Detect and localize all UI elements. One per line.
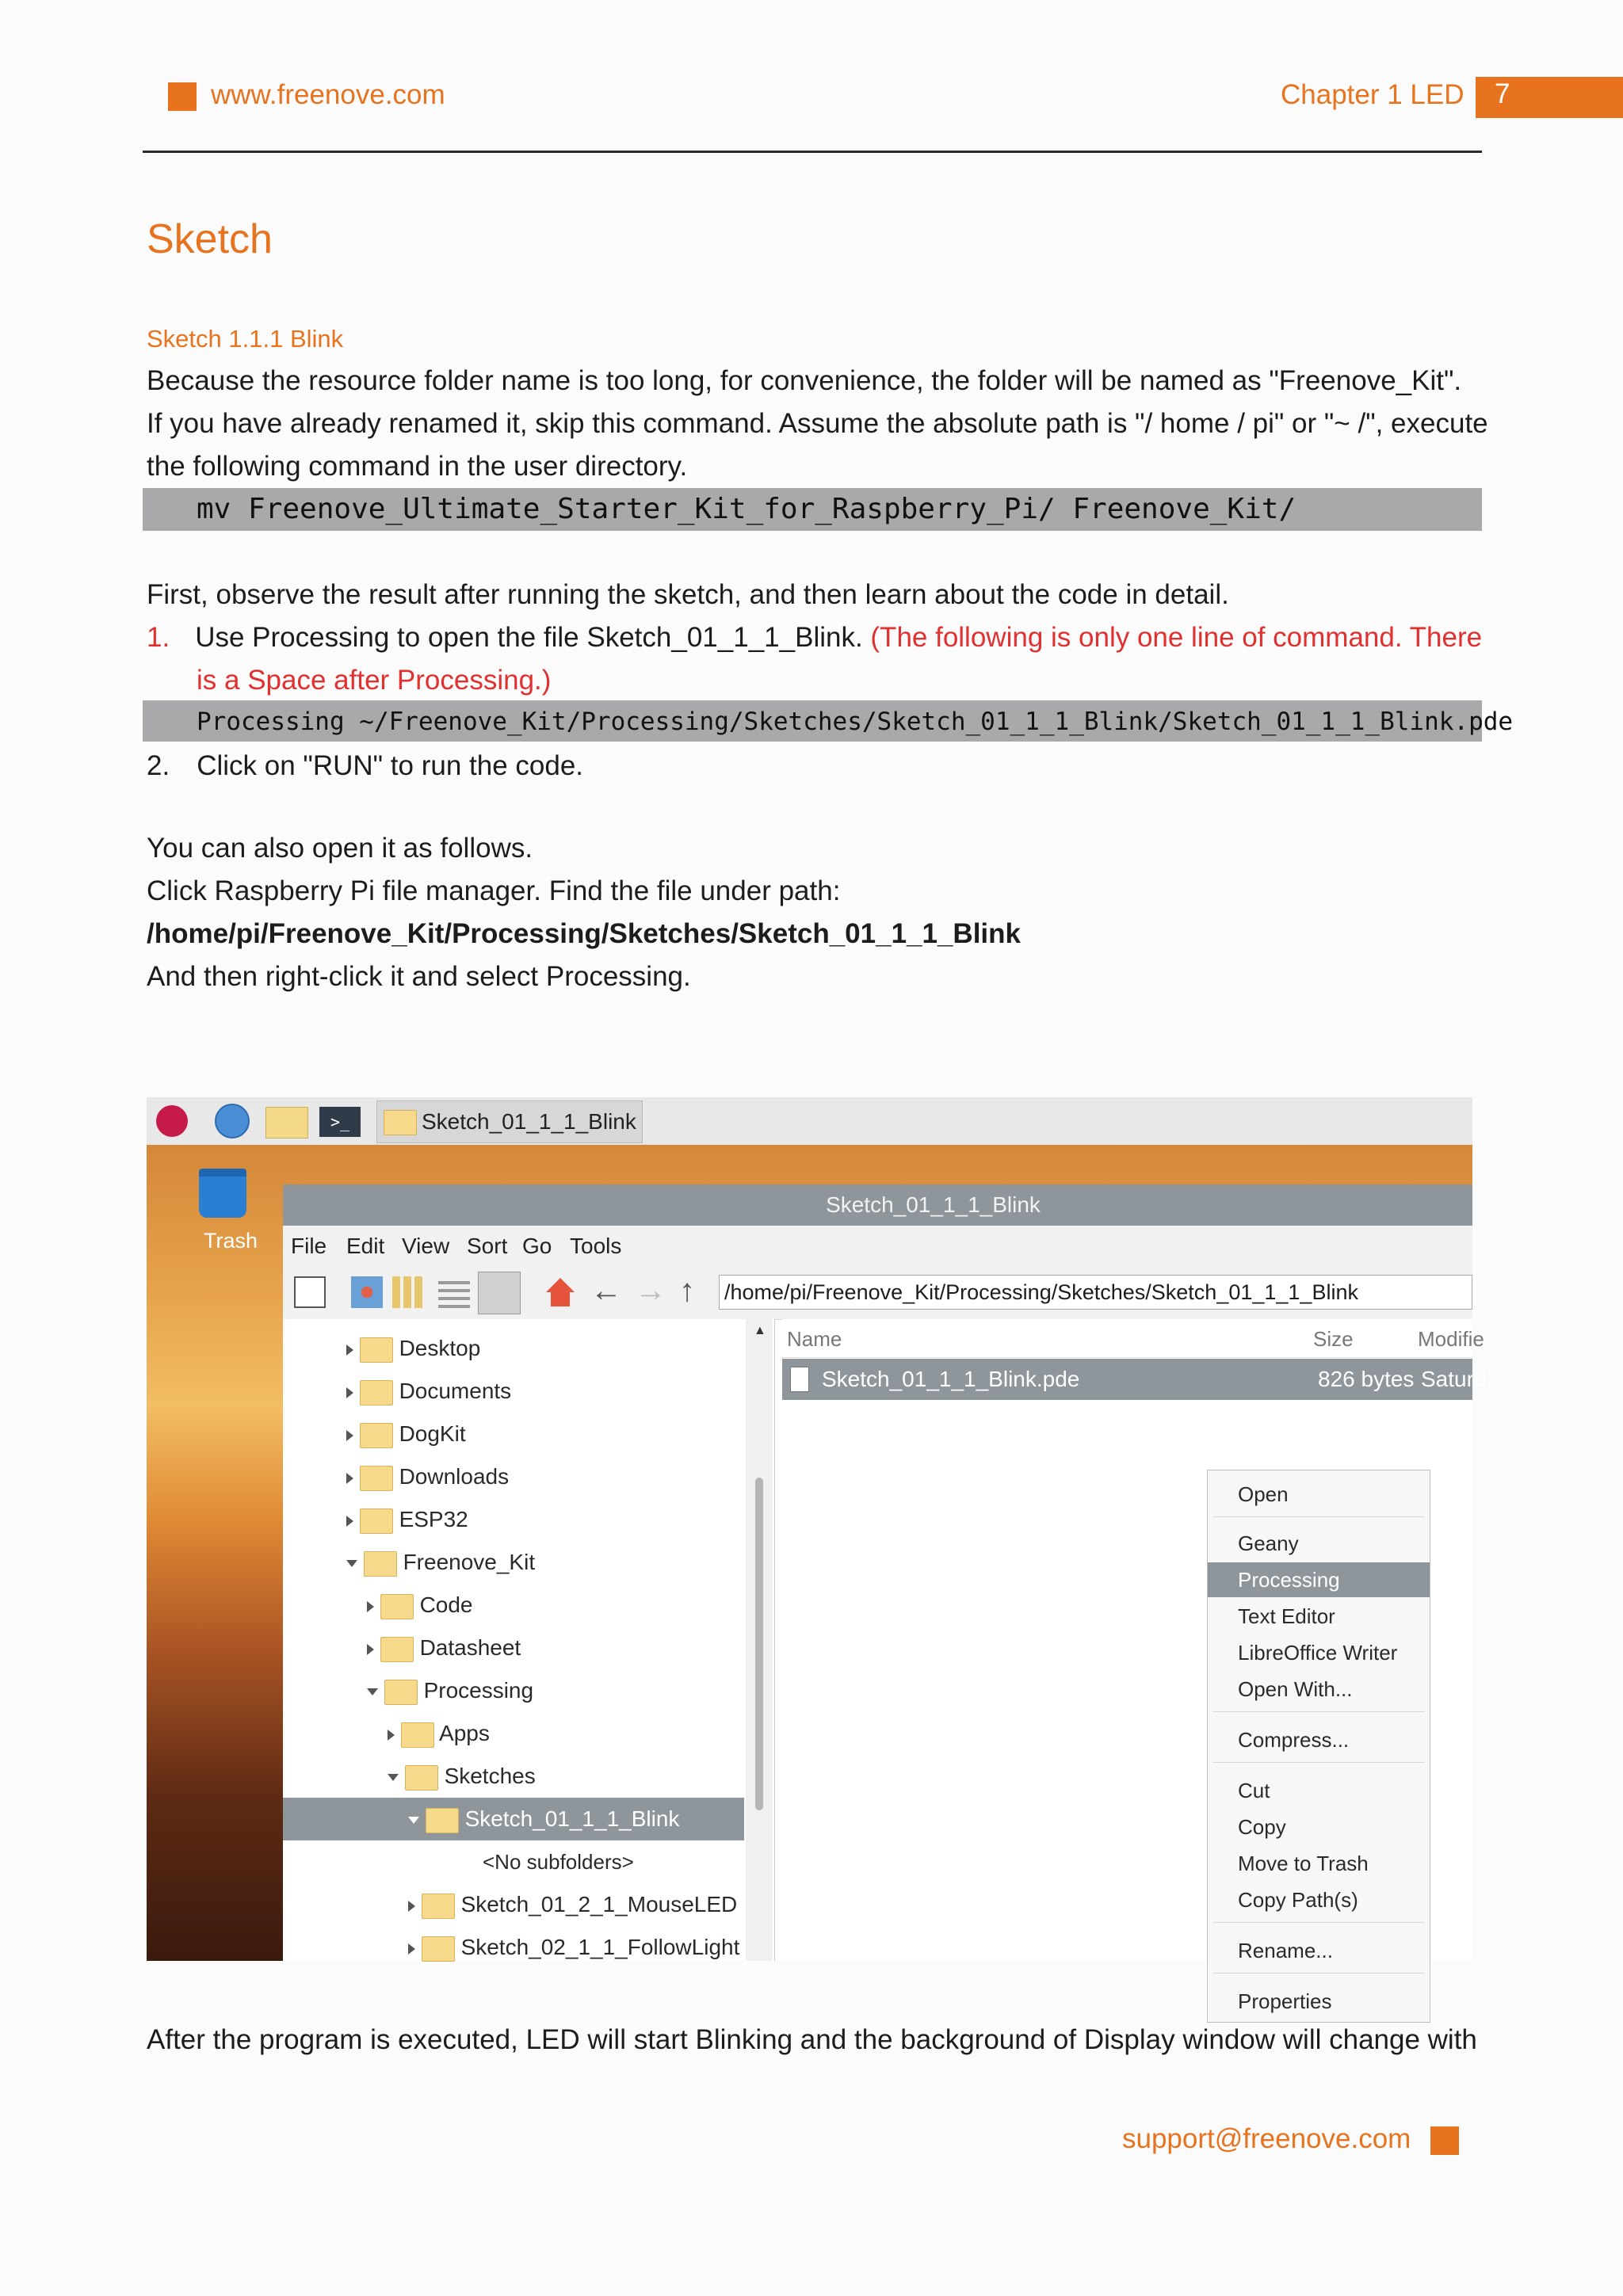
raspberry-icon[interactable] (156, 1105, 188, 1137)
collapse-arrow-icon[interactable] (346, 1560, 357, 1567)
taskbar (147, 1097, 1472, 1146)
new-window-icon[interactable] (294, 1276, 326, 1308)
context-menu (1207, 1470, 1430, 2023)
file-name: Sketch_01_1_1_Blink.pde (822, 1367, 1080, 1391)
expand-arrow-icon[interactable] (346, 1344, 353, 1356)
tree-item[interactable]: Downloads (346, 1455, 509, 1498)
list-view-icon[interactable] (438, 1276, 470, 1308)
header-chapter: Chapter 1 LED (1281, 79, 1465, 110)
step-1 (147, 616, 1482, 659)
expand-arrow-icon[interactable] (408, 1943, 415, 1955)
folder-icon (360, 1423, 393, 1448)
folder-icon (360, 1337, 393, 1363)
ctx-geany[interactable]: Geany (1238, 1531, 1299, 1555)
expand-arrow-icon[interactable] (367, 1601, 374, 1612)
path-bold: /home/pi/Freenove_Kit/Processing/Sketches/Sketch_01_1_1_Blink (147, 918, 1021, 949)
ctx-compress[interactable]: Compress... (1238, 1728, 1350, 1752)
menu-separator (1212, 1711, 1425, 1712)
menu-file[interactable]: File (291, 1234, 327, 1258)
folder-icon (401, 1722, 434, 1748)
ctx-open-with[interactable]: Open With... (1238, 1677, 1353, 1701)
tree-item[interactable]: Code (367, 1584, 473, 1627)
ctx-processing[interactable]: Processing (1208, 1562, 1430, 1597)
globe-icon[interactable] (215, 1104, 250, 1138)
code-rename: mv Freenove_Ultimate_Starter_Kit_for_Raspberry_Pi/ Freenove_Kit/ (197, 493, 1296, 525)
step-1-note-a: (The following is only one line of command. There (870, 622, 1483, 653)
folder-icon (384, 1110, 417, 1135)
menu-separator (1212, 1762, 1425, 1763)
tree-item[interactable]: Freenove_Kit (346, 1541, 535, 1584)
header-divider (143, 151, 1482, 153)
tree-item-selected[interactable]: Sketch_01_1_1_Blink (408, 1798, 679, 1840)
ctx-move-to-trash[interactable]: Move to Trash (1238, 1852, 1369, 1875)
column-modified[interactable]: Modifie (1418, 1327, 1484, 1351)
folder-icon (422, 1936, 455, 1962)
folder-icon (360, 1380, 393, 1405)
footer-email[interactable]: support@freenove.com (1122, 2123, 1411, 2154)
tree-item[interactable]: Processing (367, 1669, 533, 1712)
ctx-open[interactable]: Open (1238, 1482, 1289, 1506)
folder-icon (380, 1594, 414, 1619)
expand-arrow-icon[interactable] (388, 1730, 395, 1741)
intro-line-3: the following command in the user directory. (147, 451, 688, 482)
scrollbar-thumb[interactable] (755, 1478, 763, 1810)
file-manager-window (283, 1184, 1487, 2013)
code-block-rename (143, 488, 1482, 531)
tree-item[interactable]: DogKit (346, 1413, 466, 1455)
window-title: Sketch_01_1_1_Blink (826, 1192, 1041, 1217)
home-icon[interactable] (544, 1276, 576, 1308)
expand-arrow-icon[interactable] (346, 1516, 353, 1527)
column-size[interactable]: Size (1313, 1327, 1354, 1351)
taskbar-window-button[interactable] (376, 1100, 643, 1143)
folder-icon (426, 1808, 459, 1833)
footer-square-icon (1430, 2126, 1459, 2155)
folder-icon (422, 1894, 455, 1919)
intro-line-1: Because the resource folder name is too long, for convenience, the folder will be named as "Freenove_Kit". (147, 365, 1462, 396)
menu-sort[interactable]: Sort (467, 1234, 508, 1258)
trash-label: Trash (204, 1229, 258, 1253)
tree-item[interactable]: Apps (388, 1712, 490, 1755)
step-2-text: Click on "RUN" to run the code. (197, 750, 584, 781)
collapse-arrow-icon[interactable] (367, 1688, 378, 1695)
file-row-selected[interactable] (782, 1359, 1487, 1400)
folder-icon (405, 1765, 438, 1791)
taskbar-window-label: Sketch_01_1_1_Blink (422, 1109, 636, 1134)
step-1-text: Use Processing to open the file Sketch_01_1_1_Blink. (195, 622, 871, 653)
menu-separator (1212, 1922, 1425, 1923)
tree-scrollbar[interactable] (746, 1319, 773, 1961)
alt-line-1: You can also open it as follows. (147, 833, 533, 864)
up-arrow-icon[interactable]: ↑ (679, 1273, 695, 1308)
header-site[interactable]: www.freenove.com (211, 79, 445, 110)
trash-icon[interactable] (199, 1169, 246, 1218)
header-square-icon (168, 82, 197, 111)
folder-icon (360, 1466, 393, 1491)
tree-item[interactable]: Desktop (346, 1327, 480, 1370)
collapse-arrow-icon[interactable] (388, 1774, 399, 1781)
forward-arrow-icon[interactable]: → (635, 1273, 666, 1308)
scroll-up-icon[interactable]: ▲ (754, 1324, 766, 1337)
new-tab-icon[interactable] (351, 1276, 383, 1308)
list-header (782, 1319, 1484, 1358)
expand-arrow-icon[interactable] (346, 1430, 353, 1441)
address-bar[interactable]: /home/pi/Freenove_Kit/Processing/Sketches/Sketch_01_1_1_Blink (719, 1275, 1472, 1310)
back-arrow-icon[interactable]: ← (590, 1273, 622, 1308)
expand-arrow-icon[interactable] (408, 1901, 415, 1912)
expand-arrow-icon[interactable] (367, 1644, 374, 1655)
menu-view[interactable]: View (402, 1234, 450, 1258)
menu-bar (283, 1226, 1472, 1265)
folder-icon (364, 1551, 397, 1577)
menu-go[interactable]: Go (522, 1234, 552, 1258)
file-manager-screenshot (147, 1097, 1487, 2013)
file-modified: Saturd (1421, 1367, 1487, 1391)
ctx-rename[interactable]: Rename... (1238, 1939, 1333, 1962)
ctx-text-editor[interactable]: Text Editor (1238, 1604, 1335, 1628)
icon-view-icon[interactable] (392, 1276, 424, 1308)
folder-icon (380, 1637, 414, 1662)
tree-item[interactable]: Datasheet (367, 1627, 521, 1669)
column-name[interactable]: Name (787, 1327, 842, 1351)
ctx-cut[interactable]: Cut (1238, 1779, 1270, 1802)
code-open: Processing ~/Freenove_Kit/Processing/Sketches/Sketch_01_1_1_Blink/Sketch_01_1_1_Blink.pde (197, 707, 1514, 736)
folder-tree (283, 1319, 775, 1961)
step-1-number: 1. (147, 622, 170, 653)
ctx-copy-paths[interactable]: Copy Path(s) (1238, 1888, 1358, 1912)
step-1-note-b: is a Space after Processing.) (197, 665, 552, 696)
toolbar (283, 1265, 1472, 1320)
ctx-libreoffice-writer[interactable]: LibreOffice Writer (1238, 1641, 1398, 1665)
alt-line-2: Click Raspberry Pi file manager. Find the file under path: (147, 875, 841, 906)
no-subfolders-label: <No subfolders> (483, 1850, 634, 1874)
tree-item[interactable]: Sketch_02_1_1_FollowLight (408, 1926, 739, 1969)
folder-launcher-icon[interactable] (265, 1107, 308, 1138)
intro-line-2: If you have already renamed it, skip this command. Assume the absolute path is "/ home / pi" or "~ /", execute (147, 408, 1488, 439)
page-number: 7 (1495, 78, 1510, 109)
section-title: Sketch (147, 216, 273, 262)
folder-icon (360, 1508, 393, 1534)
menu-separator (1212, 1973, 1425, 1974)
file-icon (790, 1367, 809, 1392)
window-titlebar[interactable] (283, 1184, 1472, 1226)
file-size: 826 bytes (1318, 1367, 1415, 1391)
tree-item[interactable]: ESP32 (346, 1498, 468, 1541)
subsection-title: Sketch 1.1.1 Blink (147, 325, 344, 353)
step-2-number: 2. (147, 750, 170, 781)
ctx-properties[interactable]: Properties (1238, 1989, 1332, 2013)
terminal-icon[interactable]: >_ (319, 1107, 361, 1137)
tree-item[interactable]: Sketch_01_2_1_MouseLED (408, 1883, 737, 1926)
observe-text: First, observe the result after running the sketch, and then learn about the code in detail. (147, 579, 1229, 610)
ctx-copy[interactable]: Copy (1238, 1815, 1286, 1839)
menu-edit[interactable]: Edit (346, 1234, 385, 1258)
expand-arrow-icon[interactable] (346, 1473, 353, 1484)
expand-arrow-icon[interactable] (346, 1387, 353, 1398)
folder-icon (384, 1680, 418, 1705)
collapse-arrow-icon[interactable] (408, 1817, 419, 1824)
step-2 (147, 745, 583, 788)
tree-item[interactable]: Documents (346, 1370, 511, 1413)
code-block-open (143, 700, 1514, 742)
menu-tools[interactable]: Tools (570, 1234, 622, 1258)
tree-item[interactable]: Sketches (388, 1755, 536, 1798)
detail-view-icon[interactable] (478, 1272, 521, 1314)
right-click-text: And then right-click it and select Processing. (147, 961, 691, 992)
after-text: After the program is executed, LED will start Blinking and the background of Display window will change with (147, 2024, 1477, 2055)
menu-separator (1212, 1516, 1425, 1517)
